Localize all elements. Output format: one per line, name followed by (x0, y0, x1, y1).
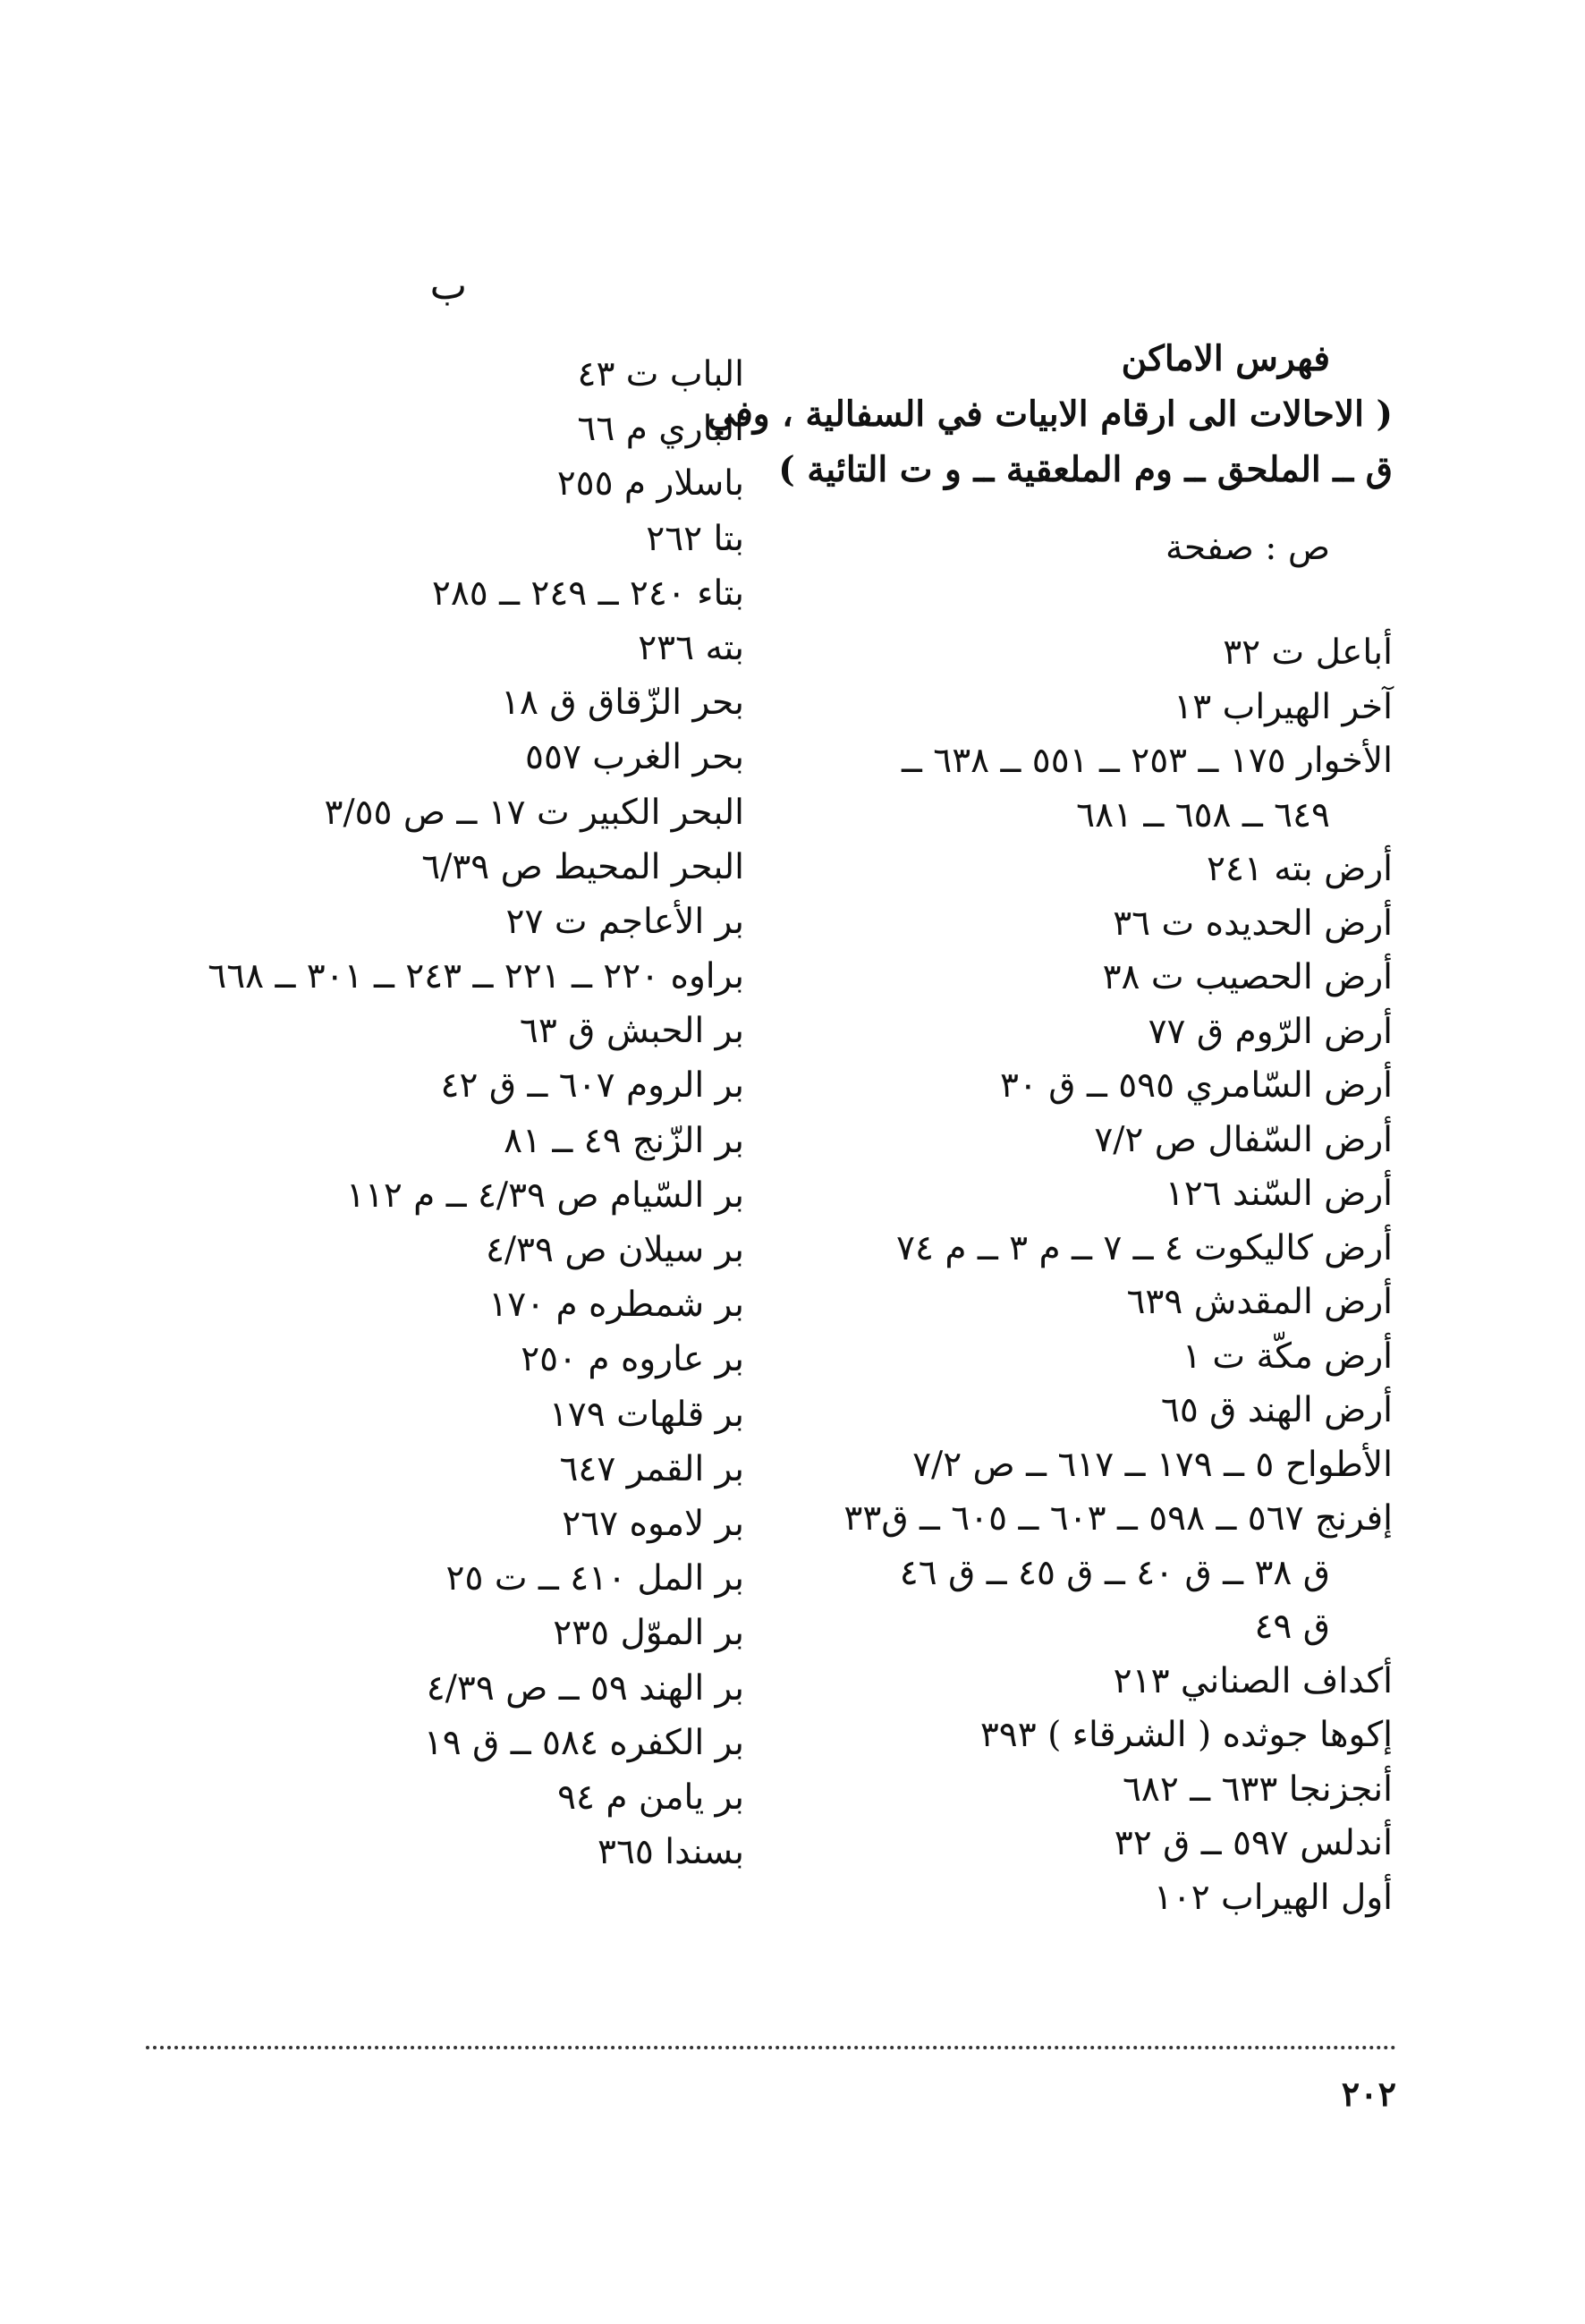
index-entry: بر الكفره ٥٨٤ ــ ق ١٩ (423, 1722, 744, 1763)
index-entry: براوه ٢٢٠ ــ ٢٢١ ــ ٢٤٣ ــ ٣٠١ ــ ٦٦٨ (208, 956, 744, 997)
index-entry: إفرنج ٥٦٧ ــ ٥٩٨ ــ ٦٠٣ ــ ٦٠٥ ــ ق٣٣ (843, 1498, 1393, 1539)
index-entry: بته ٢٣٦ (638, 627, 744, 668)
index-entry: أرض بته ٢٤١ (1207, 849, 1393, 889)
index-entry: بر المل ٤١٠ ــ ت ٢٥ (445, 1558, 744, 1599)
page-number: ٢٠٢ (1341, 2074, 1396, 2114)
index-entry: الأطواح ٥ ــ ١٧٩ ــ ٦١٧ ــ ص ٧/٢ (912, 1444, 1393, 1485)
index-entry: بحر الغرب ٥٥٧ (525, 737, 744, 778)
right-column (707, 331, 1393, 1925)
index-title: فهرس الاماكن (1121, 338, 1330, 379)
right-entries-list (749, 626, 1393, 1925)
section-letter: ب (429, 263, 467, 309)
index-entry: بر الروم ٦٠٧ ــ ق ٤٢ (440, 1065, 744, 1107)
index-entry: بر لاموه ٢٦٧ (562, 1503, 744, 1544)
index-entry: أرض الحصيب ت ٣٨ (1102, 957, 1393, 997)
index-entry: الباري م ٦٦ (577, 409, 744, 450)
index-entry: بر الزّنج ٤٩ ــ ٨١ (504, 1120, 744, 1161)
index-entry: ق ٤٩ (1254, 1607, 1330, 1647)
abbreviation-legend: ص : صفحة (1165, 528, 1330, 568)
index-entry: بر عاروه م ٢٥٠ (521, 1339, 744, 1380)
index-entry: بر الهند ٥٩ ــ ص ٤/٣٩ (426, 1667, 744, 1709)
left-entries-list (64, 347, 744, 1879)
index-entry: أرض السّند ١٢٦ (1165, 1174, 1393, 1214)
index-entry: آخر الهيراب ١٣ (1174, 686, 1393, 727)
index-entry: الأخوار ١٧٥ ــ ٢٥٣ ــ ٥٥١ ــ ٦٣٨ ــ (902, 741, 1393, 781)
index-entry: ٦٤٩ ــ ٦٥٨ ــ ٦٨١ (1076, 794, 1330, 835)
index-entry: الباب ت ٤٣ (577, 354, 744, 394)
index-entry: بر قلهات ١٧٩ (548, 1394, 744, 1435)
index-entry: أرض المقدش ٦٣٩ (1126, 1282, 1393, 1322)
index-entry: بر الحبش ق ٦٣ (519, 1011, 744, 1052)
index-entry: ق ٣٨ ــ ق ٤٠ ــ ق ٤٥ ــ ق ٤٦ (899, 1552, 1330, 1593)
index-entry: بر السّيام ص ٤/٣٩ ــ م ١١٢ (345, 1175, 744, 1216)
index-entry: بر يامن م ٩٤ (557, 1777, 744, 1818)
index-entry: أكداف الصناني ٢١٣ (1113, 1660, 1393, 1701)
index-entry: بحر الزّقاق ق ١٨ (501, 683, 744, 724)
index-entry: بتا ٢٦٢ (646, 518, 744, 559)
index-entry: أنجزنجا ٦٣٣ ــ ٦٨٢ (1122, 1768, 1393, 1810)
left-column (64, 347, 744, 1879)
index-entry: أندلس ٥٩٧ ــ ق ٣٢ (1114, 1823, 1393, 1863)
footer-dotted-rule (146, 2046, 1396, 2049)
index-entry: أرض الهند ق ٦٥ (1160, 1390, 1393, 1430)
index-entry: أرض كاليكوت ٤ ــ ٧ ــ م ٣ ــ م ٧٤ (896, 1227, 1393, 1268)
index-entry: البحر المحيط ص ٦/٣٩ (421, 846, 744, 887)
index-subtitle-line-2: ق ــ الملحق ــ وم الملعقية ــ و ت التائية ) (778, 449, 1393, 490)
index-entry: أول الهيراب ١٠٢ (1153, 1877, 1393, 1918)
index-entry: بر سيلان ص ٤/٣٩ (485, 1230, 744, 1270)
index-entry: إكوها جوثده ( الشرقاء ) ٣٩٣ (979, 1715, 1393, 1755)
index-entry: أرض السّامري ٥٩٥ ــ ق ٣٠ (999, 1065, 1393, 1106)
index-entry: أرض الرّوم ق ٧٧ (1148, 1011, 1393, 1052)
index-subtitle-line-1: ( الاحالات الى ارقام الابيات في السفالية ، وفي (707, 394, 1393, 435)
index-entry: بر شمطره م ١٧٠ (488, 1285, 744, 1326)
index-entry: بسندا ٣٦٥ (598, 1832, 744, 1873)
index-entry: باسلار م ٢٥٥ (556, 463, 744, 505)
index-entry: أرض مكّة ت ١ (1182, 1336, 1393, 1377)
index-entry: أرض الحديده ت ٣٦ (1113, 903, 1393, 944)
index-entry: بر القمر ٦٤٧ (559, 1448, 744, 1489)
index-entry: بر الأعاجم ت ٢٧ (505, 901, 744, 942)
index-entry: أرض السّفال ص ٧/٢ (1094, 1119, 1393, 1160)
index-entry: البحر الكبير ت ١٧ ــ ص ٣/٥٥ (324, 792, 744, 833)
index-entry: بر الموّل ٢٣٥ (553, 1613, 744, 1654)
index-entry: بتاء ٢٤٠ ــ ٢٤٩ ــ ٢٨٥ (431, 573, 744, 614)
index-entry: أباعل ت ٣٢ (1223, 632, 1393, 673)
